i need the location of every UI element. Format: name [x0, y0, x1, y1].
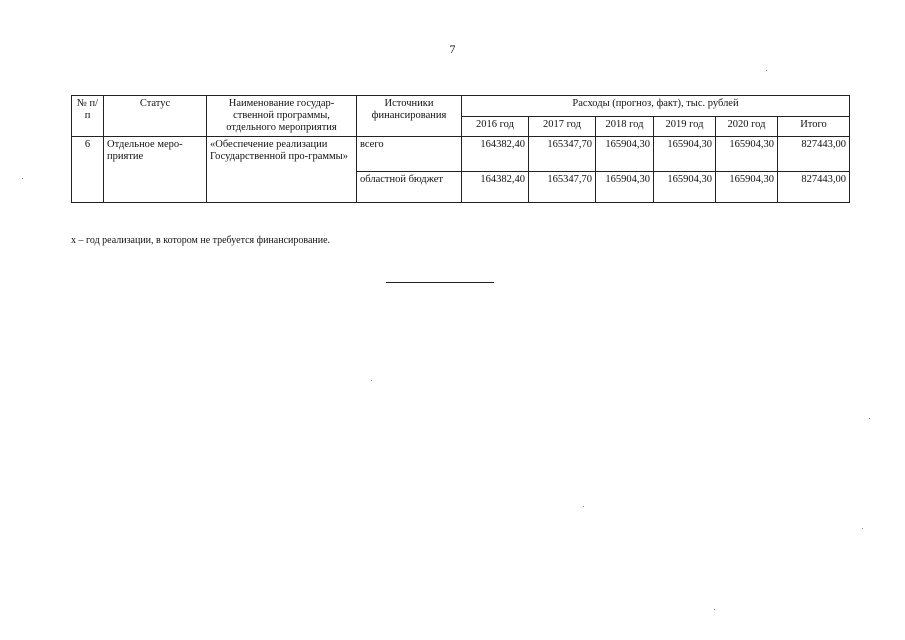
scan-speck: [583, 506, 584, 507]
cell-2020: 165904,30: [716, 172, 778, 203]
header-expenses: Расходы (прогноз, факт), тыс. рублей: [462, 96, 850, 117]
scan-speck: [714, 609, 715, 610]
page-number: 7: [449, 42, 456, 56]
row-status: Отдельное меро-приятие: [104, 137, 207, 203]
header-year-2017: 2017 год: [529, 116, 596, 137]
row-source: областной бюджет: [357, 172, 462, 203]
header-year-2020: 2020 год: [716, 116, 778, 137]
header-total: Итого: [778, 116, 850, 137]
header-year-2018: 2018 год: [596, 116, 654, 137]
row-name: «Обеспечение реализации Государственной про-граммы»: [207, 137, 357, 203]
cell-2016: 164382,40: [462, 137, 529, 172]
cell-2018: 165904,30: [596, 137, 654, 172]
header-name: Наименование государ-ственной программы, отдельного мероприятия: [207, 96, 357, 137]
cell-2019: 165904,30: [654, 172, 716, 203]
scan-speck: [869, 418, 870, 419]
header-status: Статус: [104, 96, 207, 137]
end-rule: [386, 282, 494, 283]
header-num: № п/п: [72, 96, 104, 137]
scan-speck: [371, 380, 372, 381]
cell-total: 827443,00: [778, 172, 850, 203]
cell-total: 827443,00: [778, 137, 850, 172]
header-year-2016: 2016 год: [462, 116, 529, 137]
scan-speck: [22, 178, 23, 179]
header-year-2019: 2019 год: [654, 116, 716, 137]
cell-2019: 165904,30: [654, 137, 716, 172]
scan-speck: [862, 528, 863, 529]
expenses-table: [71, 95, 850, 203]
row-source: всего: [357, 137, 462, 172]
cell-2018: 165904,30: [596, 172, 654, 203]
table-row: [72, 137, 850, 172]
cell-2016: 164382,40: [462, 172, 529, 203]
cell-2020: 165904,30: [716, 137, 778, 172]
scan-speck: [766, 70, 767, 71]
cell-2017: 165347,70: [529, 172, 596, 203]
header-sources: Источники финансирования: [357, 96, 462, 137]
footnote: х – год реализации, в котором не требуется финансирование.: [71, 235, 331, 246]
cell-2017: 165347,70: [529, 137, 596, 172]
row-num: 6: [72, 137, 104, 203]
